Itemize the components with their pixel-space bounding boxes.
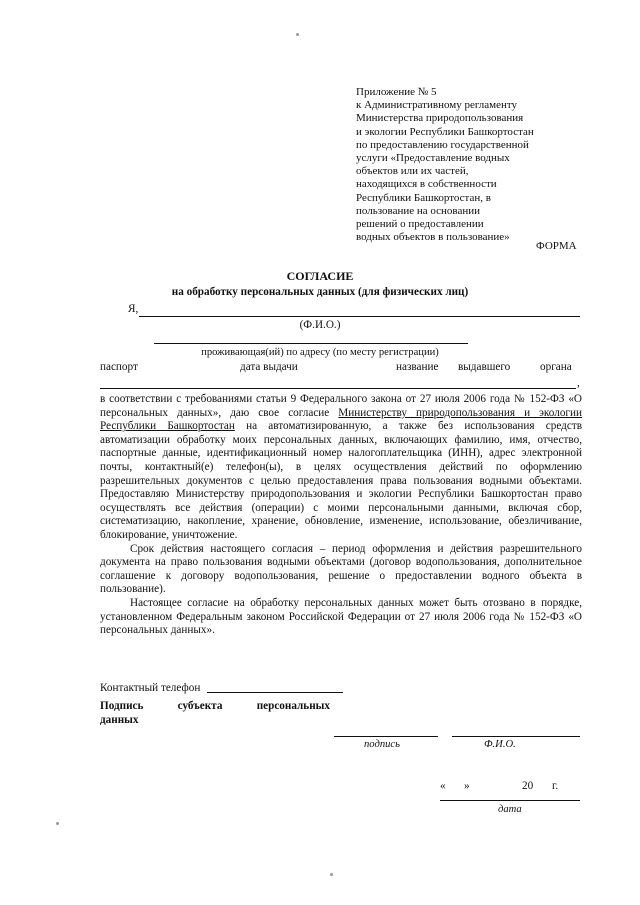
passport-label: паспорт (100, 361, 138, 373)
fio-caption: (Ф.И.О.) (299, 319, 341, 331)
appendix-line: услуги «Предоставление водных (356, 152, 510, 165)
phone-field[interactable] (207, 682, 343, 693)
date-open-quote: « (440, 780, 446, 792)
name-field-line[interactable] (139, 305, 580, 317)
consent-paragraph-2: Срок действия настоящего согласия – период оформления и действия разрешительного документа на право пользования водными объектами (договор водопользования, дополнительное соглашение к договору водопользования, решение о предоставлении водного объекта в пользование). (100, 542, 582, 596)
scan-speck-mark (330, 873, 333, 876)
consent-paragraph-3: Настоящее согласие на обработку персональных данных может быть отозвано в порядке, установленном Федеральным законом Российской Федерации от 27 июля 2006 года № 152-ФЗ «О персональных данных». (100, 596, 582, 637)
date-field-line[interactable] (440, 800, 580, 801)
issuer-comma: , (577, 377, 580, 389)
signer-name-field-line[interactable] (452, 736, 580, 737)
ya-label: Я, (128, 303, 139, 315)
name-field-row (128, 303, 580, 317)
form-label: ФОРМА (536, 240, 577, 252)
phone-row (100, 682, 343, 696)
signature-caption: подпись (364, 739, 400, 750)
appendix-line: и экологии Республики Башкортостан (356, 125, 534, 138)
signature-title (100, 700, 330, 727)
address-field-line[interactable] (154, 343, 468, 344)
phone-label: Контактный телефон (100, 682, 201, 694)
date-caption: дата (498, 804, 522, 815)
date-year-prefix: 20 (522, 780, 534, 792)
signature-word: персональных (256, 700, 330, 712)
appendix-line: Приложение № 5 (356, 86, 437, 98)
document-page: Приложение № 5 к Административному регламенту Министерства природопользования и экологии Республики Башкортостан по предоставлению государственной услуги «Предоставление водных объектов или их частей, находящихся в собственности Республики Башкортостан, в пользование на основании решений о предоставлении водных объектов в пользование» ФОРМА СОГЛАСИЕ на обработку персональных данных (для физических лиц) Я, (Ф.И.О.) проживающая(ий) по адресу (по месту регистрации) паспорт дата выдачи название выдавшего органа , в соответствии с требованиями статьи 9 Федерального закона от 27 июля 2006 года № 152-ФЗ «О персональных данных», даю свое согласие Министерству природопользования и экологии Республики Башкортостан на автоматизированную, а также без использования средств автоматизации обработку моих персональных данных, включающих фамилию, имя, отчество, паспортные данные, идентификационный номер налогоплательщика (ИНН), адрес электронной почты, контактный(е) телефон(ы), в целях осуществления действий по оформлению разрешительных документов с целью предоставления права пользования водными объектами. Предоставляю Министерству природопользования и экологии Республики Башкортостан право осуществлять все действия (операции) с моими персональными данными, включая сбор, систематизацию, накопление, хранение, обновление, изменение, использование, обезличивание, блокирование, уничтожение. Срок действия настоящего согласия – период оформления и действия разрешительного документа на право пользования водными объектами (договор водопользования, дополнительное соглашение к договору водопользования, решение о предоставлении водного объекта в пользование). Настоящее согласие на обработку персональных данных может быть отозвано в порядке, установленном Федеральным законом Российской Федерации от 27 июля 2006 года № 152-ФЗ «О персональных данных». Контактный телефон Подпись субъекта персональных данных подпись Ф.И.О. « » 20 г. дата (0, 0, 640, 905)
date-year-suffix: г. (552, 780, 559, 792)
signature-field-line[interactable] (334, 736, 438, 737)
appendix-line: Республики Башкортостан, в (356, 191, 491, 204)
document-subtitle: на обработку персональных данных (для физических лиц) (171, 286, 469, 298)
date-close-quote: » (464, 780, 470, 792)
scan-speck-mark (56, 822, 59, 825)
signature-word: субъекта (177, 700, 223, 712)
appendix-line: Министерства природопользования (356, 112, 524, 125)
issuer-name-label: название (396, 361, 439, 373)
appendix-line: водных объектов в пользование» (356, 231, 510, 244)
consent-body (100, 393, 582, 638)
signer-fio-caption: Ф.И.О. (484, 739, 516, 750)
scan-speck-mark (296, 33, 299, 36)
issuer-field-line[interactable] (100, 388, 576, 389)
signature-word: Подпись (100, 700, 144, 712)
ministry-name: Министерству природопользования и экологии Республики Башкортостан (100, 406, 582, 433)
consent-paragraph-1: в соответствии с требованиями статьи 9 Федерального закона от 27 июля 2006 года № 152-ФЗ «О персональных данных», даю свое согласие Министерству природопользования и экологии Республики Башкортостан на автоматизированную, а также без использования средств автоматизации обработку моих персональных данных, включающих фамилию, имя, отчество, паспортные данные, идентификационный номер налогоплательщика (ИНН), адрес электронной почты, контактный(е) телефон(ы), в целях осуществления действий по оформлению разрешительных документов с целью предоставления права пользования водными объектами. Предоставляю Министерству природопользования и экологии Республики Башкортостан право осуществлять все действия (операции) с моими персональными данными, включая сбор, систематизацию, накопление, хранение, обновление, изменение, использование, обезличивание, блокирование, уничтожение. (100, 393, 583, 541)
signature-word: данных (100, 713, 139, 726)
appendix-line: находящихся в собственности (356, 178, 497, 191)
issuer-label: выдавшего (458, 361, 511, 373)
organ-label: органа (540, 361, 572, 373)
appendix-line: пользование на основании (356, 204, 481, 217)
appendix-line: по предоставлению государственной (356, 138, 529, 151)
appendix-line: объектов или их частей, (356, 165, 469, 178)
address-caption: проживающая(ий) по адресу (по месту регистрации) (201, 347, 439, 358)
appendix-line: к Административному регламенту (356, 99, 518, 112)
document-title: СОГЛАСИЕ (286, 269, 354, 283)
appendix-line: решений о предоставлении (356, 218, 484, 231)
appendix-block (356, 86, 586, 244)
